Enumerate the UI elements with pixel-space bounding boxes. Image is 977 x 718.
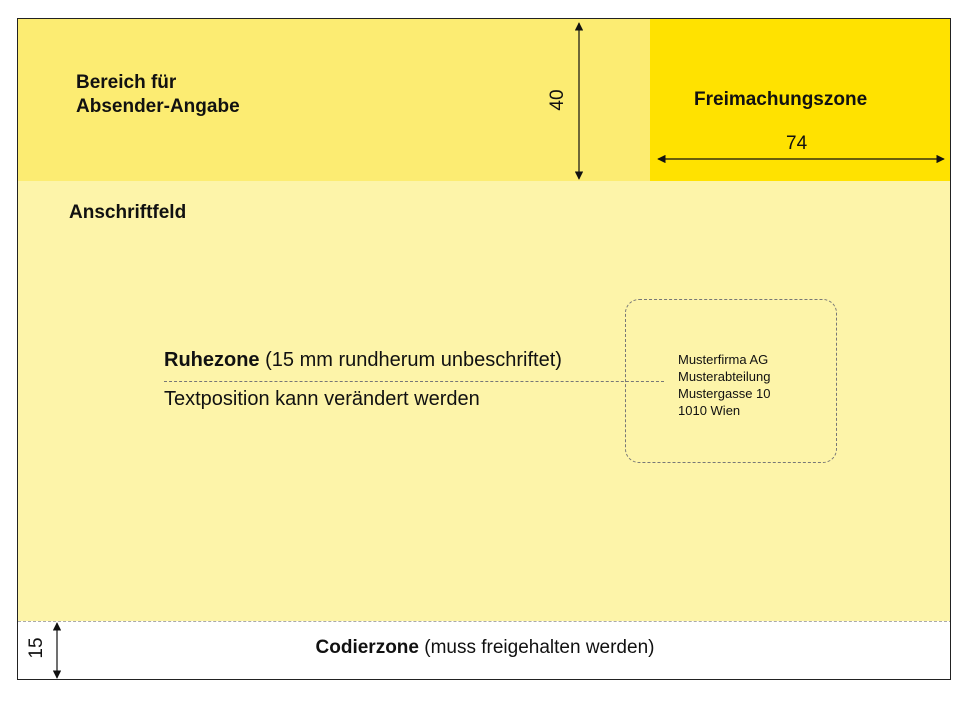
address-line-company: Musterfirma AG: [678, 352, 769, 367]
quiet-zone-subtitle: Textposition kann verändert werden: [164, 388, 480, 410]
franking-zone-label: Freimachungszone: [694, 89, 868, 110]
envelope-layout-frame: [17, 18, 951, 680]
address-line-street: Mustergasse 10: [678, 386, 771, 401]
quiet-zone-title-bold: Ruhezone: [164, 349, 260, 371]
coding-zone-label-bold: Codierzone: [315, 637, 419, 658]
coding-height-dimension: 15: [26, 637, 47, 659]
address-line-department: Musterabteilung: [678, 369, 771, 384]
dimension-arrows: [18, 19, 951, 680]
sender-zone-label-line2: Absender-Angabe: [76, 96, 240, 117]
coding-zone-label-rest: (muss freigehalten werden): [418, 637, 655, 658]
address-field-label: Anschriftfeld: [69, 202, 187, 223]
sender-height-dimension: 40: [547, 89, 568, 111]
address-line-city: 1010 Wien: [678, 403, 741, 418]
franking-width-dimension: 74: [786, 133, 808, 154]
quiet-zone-title-rest: (15 mm rundherum unbeschriftet): [259, 349, 562, 371]
sender-zone-label-line1: Bereich für: [76, 72, 177, 93]
